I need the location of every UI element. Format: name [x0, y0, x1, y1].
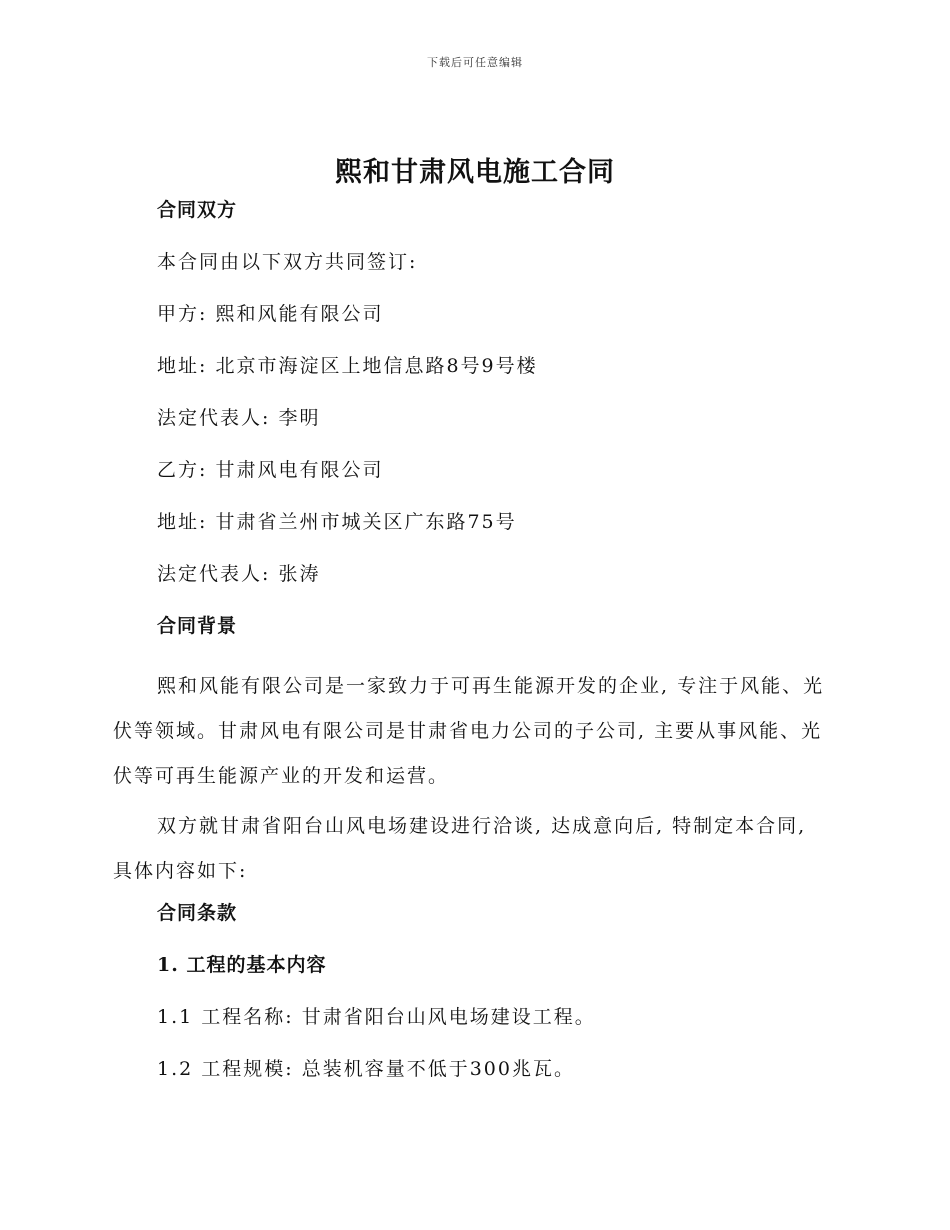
section-heading-parties: 合同双方 [157, 199, 238, 221]
section-heading-terms: 合同条款 [157, 902, 238, 924]
party-a-name: 甲方: 熙和风能有限公司 [157, 303, 384, 325]
section-heading-background: 合同背景 [157, 615, 238, 637]
background-paragraph-1: 熙和风能有限公司是一家致力于可再生能源开发的企业, 专注于风能、光伏等领域。甘肃风电有限公司是甘肃省电力公司的子公司, 主要从事风能、光伏等可再生能源产业的开发和运营。 [113, 675, 825, 787]
clause-1-2: 1.2 工程规模: 总装机容量不低于300兆瓦。 [157, 1058, 575, 1080]
party-b-address: 地址: 甘肃省兰州市城关区广东路75号 [157, 511, 517, 533]
clause-1-1: 1.1 工程名称: 甘肃省阳台山风电场建设工程。 [157, 1006, 596, 1028]
background-paragraph-2: 双方就甘肃省阳台山风电场建设进行洽谈, 达成意向后, 特制定本合同, 具体内容如下: [113, 815, 807, 882]
header-note: 下载后可任意编辑 [427, 56, 523, 69]
party-a-address: 地址: 北京市海淀区上地信息路8号9号楼 [157, 355, 538, 377]
document-title: 熙和甘肃风电施工合同 [335, 157, 615, 188]
party-a-representative: 法定代表人: 李明 [157, 407, 321, 429]
party-b-name: 乙方: 甘肃风电有限公司 [157, 459, 384, 481]
intro-line: 本合同由以下双方共同签订: [157, 251, 418, 273]
clause-1-heading: 1. 工程的基本内容 [157, 954, 327, 976]
document-body [113, 196, 833, 1107]
party-b-representative: 法定代表人: 张涛 [157, 563, 321, 585]
